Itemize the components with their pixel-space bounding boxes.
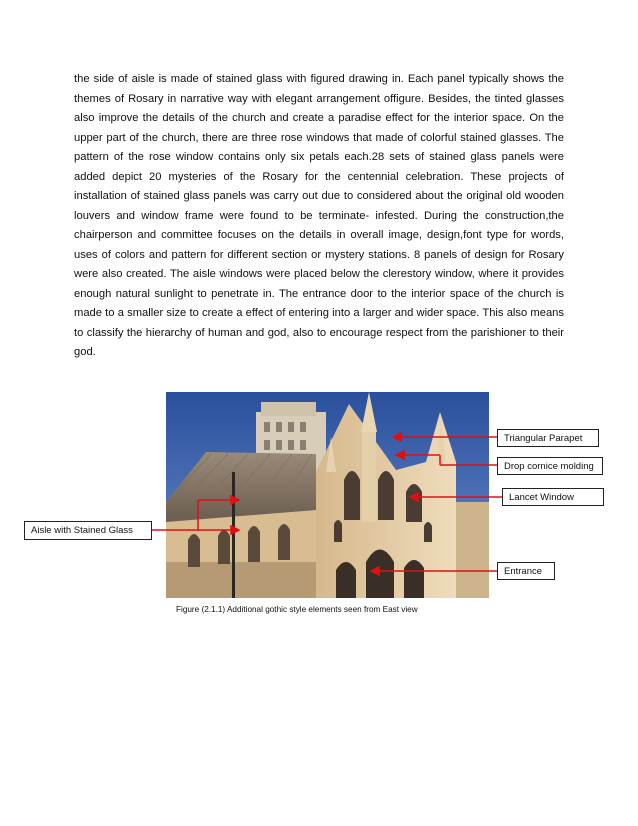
label-drop-cornice-molding: Drop cornice molding (497, 457, 603, 475)
body-paragraph: the side of aisle is made of stained glass with figured drawing in. Each panel typically shows the themes of Rosary in narrative way with elegant arrangement offigure. Besides, the tinted glasses also improve the details of the church and create a paradise effect for the interior space. On the upper part of the church, there are three rose windows that made of colorful stained glasses. The pattern of the rose window contains only six petals each.28 sets of stained glass panels were added depict 20 mysteries of the Rosary for the centennial celebration. These projects of installation of stained glass panels was carry out due to considered about the original old wooden louvers and window frame were found to be terminate- infested. During the construction,the chairperson and committee focuses on the details in overall image, design,font type for words, uses of colors and pattern for different section or mystery stations. 8 panels of design for Rosary were also created. The aisle windows were placed below the clerestory window, where it provides enough natural sunlight to penetrate in. The entrance door to the interior space of the church is made to a smaller size to create a effect of entering into a larger and wider space. This also means to classify the hierarchy of human and god, also to encourage respect from the parishioner to their god. (74, 73, 564, 358)
label-triangular-parapet: Triangular Parapet (497, 429, 599, 447)
label-lancet-window: Lancet Window (502, 488, 604, 506)
label-entrance: Entrance (497, 562, 555, 580)
label-aisle-with-stained-glass: Aisle with Stained Glass (24, 521, 152, 540)
figure-caption: Figure (2.1.1) Additional gothic style elements seen from East view (176, 605, 418, 614)
church-photo (166, 392, 489, 598)
